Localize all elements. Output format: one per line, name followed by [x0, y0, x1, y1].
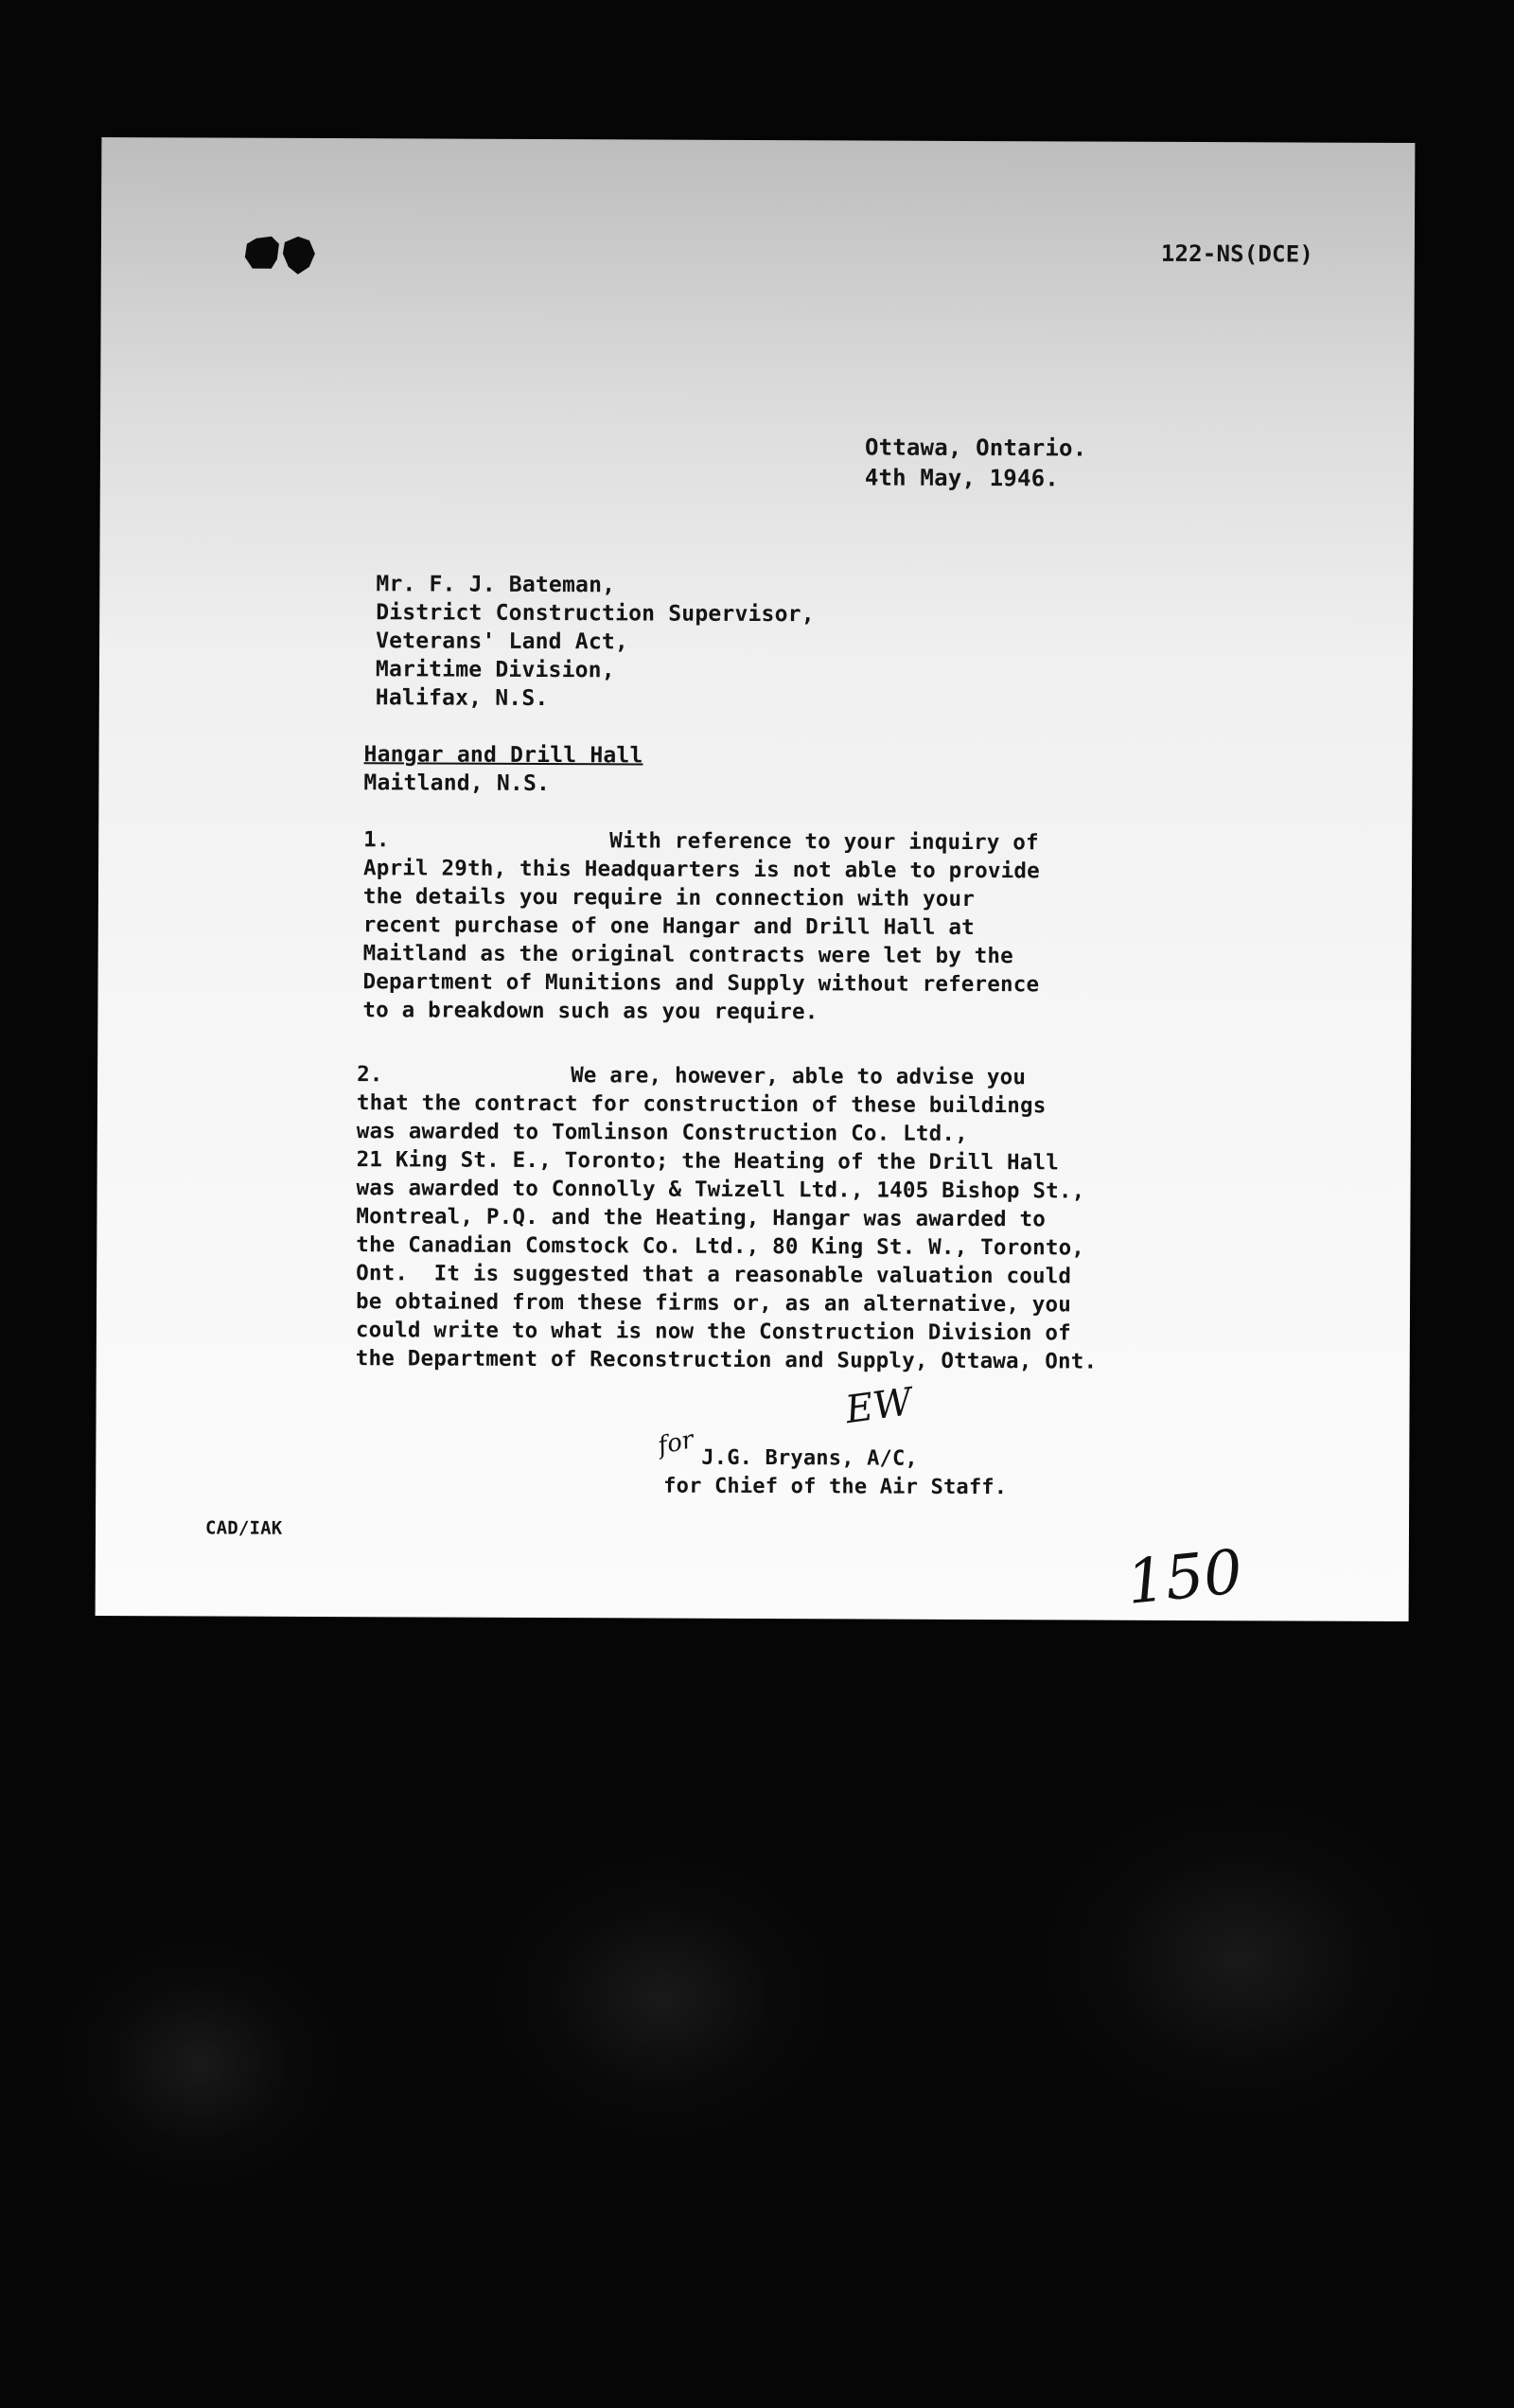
paragraph-line: could write to what is now the Construction Division of [355, 1318, 1072, 1346]
paragraph-number: 2. [357, 1062, 383, 1088]
subject-location: Maitland, N.S. [363, 770, 551, 797]
paragraph-line: was awarded to Connolly & Twizell Ltd., 1405 Bishop St., [356, 1176, 1085, 1204]
film-background-mark [1041, 1798, 1438, 2120]
paragraph-line: be obtained from these firms or, as an alternative, you [355, 1289, 1072, 1318]
subject-line: Hangar and Drill Hall [363, 742, 643, 769]
paragraph-line: April 29th, this Headquarters is not able to provide [362, 856, 1040, 884]
punch-holes [243, 231, 319, 278]
address-line: Veterans' Land Act, [376, 629, 629, 655]
film-background-mark [57, 1940, 341, 2187]
signatory-title: for Chief of the Air Staff. [663, 1474, 1008, 1500]
paragraph-line: the Canadian Comstock Co. Ltd., 80 King St. W., Toronto, [356, 1232, 1085, 1261]
paragraph-line: was awarded to Tomlinson Construction Co. Ltd., [356, 1119, 968, 1146]
file-reference: 122-NS(DCE) [1160, 239, 1314, 268]
typist-reference: CAD/IAK [204, 1517, 283, 1539]
paragraph-line: that the contract for construction of these buildings [356, 1090, 1047, 1119]
dateline-place: Ottawa, Ontario. [864, 434, 1087, 462]
signature-prefix: for [655, 1425, 696, 1461]
letter-page [96, 137, 1416, 1621]
paragraph-line: Maitland as the original contracts were let by the [362, 941, 1014, 969]
address-line: Mr. F. J. Bateman, [376, 572, 616, 598]
signatory-name: J.G. Bryans, A/C, [701, 1445, 918, 1471]
paragraph-line: With reference to your inquiry of [609, 828, 1039, 856]
paragraph-line: recent purchase of one Hangar and Drill Hall at [362, 912, 975, 941]
address-line: Halifax, N.S. [375, 685, 549, 712]
dateline-date: 4th May, 1946. [864, 464, 1060, 492]
handwritten-page-number: 150 [1123, 1537, 1246, 1619]
address-line: Maritime Division, [375, 657, 615, 683]
paragraph-line: Montreal, P.Q. and the Heating, Hangar was awarded to [356, 1204, 1047, 1232]
film-background-mark [492, 1855, 833, 2139]
paragraph-line: to a breakdown such as you require. [362, 998, 819, 1025]
paragraph-line: Ont. It is suggested that a reasonable valuation could [356, 1261, 1072, 1289]
paragraph-line: Department of Munitions and Supply without reference [362, 969, 1040, 998]
handwritten-initials: EW [842, 1380, 915, 1433]
paragraph-line: the Department of Reconstruction and Supply, Ottawa, Ont. [355, 1346, 1098, 1374]
address-line: District Construction Supervisor, [376, 600, 815, 628]
paragraph-number: 1. [363, 827, 390, 853]
paragraph-line: 21 King St. E., Toronto; the Heating of the Drill Hall [356, 1147, 1060, 1176]
paragraph-line: We are, however, able to advise you [571, 1063, 1027, 1090]
paragraph-line: the details you require in connection with your [362, 884, 976, 912]
